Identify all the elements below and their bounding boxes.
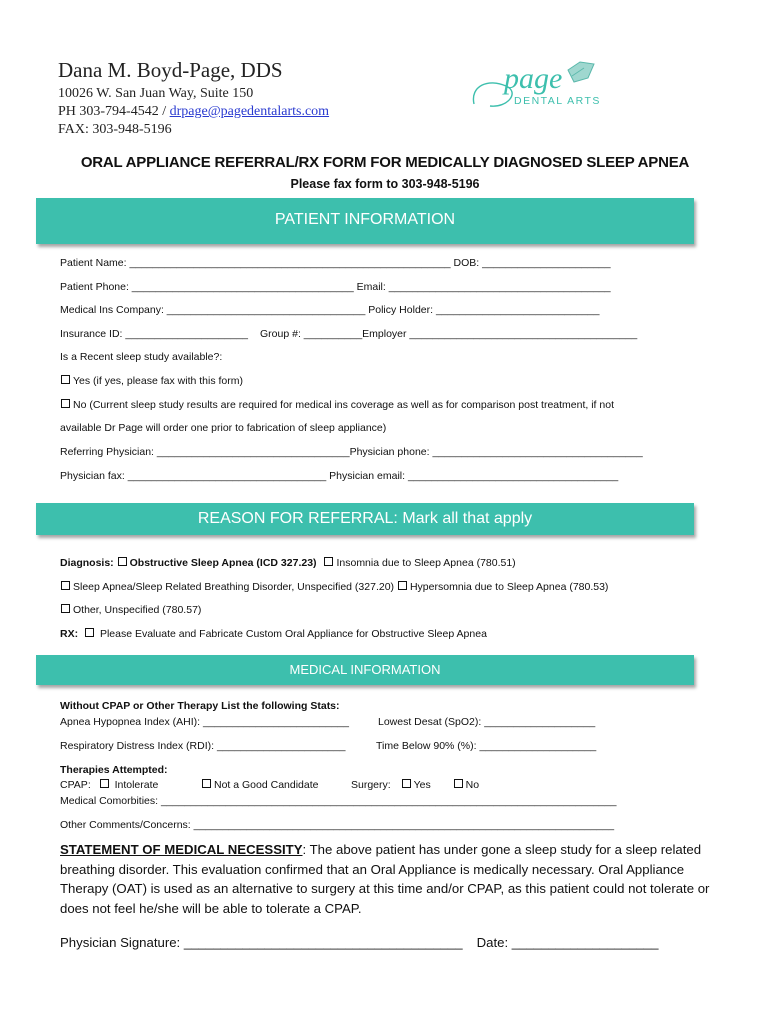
diagnosis-row-3: [60, 604, 201, 616]
section-header-reason: REASON FOR REFERRAL: Mark all that apply: [36, 503, 694, 535]
fax-text: FAX: 303-948-5196: [58, 122, 172, 137]
page-dental-arts-logo: [468, 56, 608, 122]
leaf-icon: [568, 62, 594, 82]
doctor-name: Dana M. Boyd-Page, DDS: [58, 58, 283, 82]
statement-of-necessity: [60, 840, 710, 918]
therapies-heading: Therapies Attempted:: [60, 764, 168, 776]
ahi-field[interactable]: Apnea Hypopnea Index (AHI): _________________________: [60, 716, 349, 728]
checkbox-icon[interactable]: [61, 375, 70, 384]
surgery-yes: Yes: [413, 779, 431, 791]
no-option-label: No (Current sleep study results are required for medical ins coverage as well as for comparison post treatment, if not: [73, 399, 614, 411]
rx-label: RX:: [60, 628, 79, 640]
insurance-id-row[interactable]: [60, 328, 637, 340]
cpap-label: CPAP:: [60, 779, 91, 791]
rdi-field[interactable]: Respiratory Distress Index (RDI): ______________________: [60, 740, 346, 752]
checkbox-icon[interactable]: [402, 779, 411, 788]
checkbox-icon[interactable]: [398, 581, 407, 590]
diagnosis-row-2: [60, 581, 608, 593]
surgery-label: Surgery:: [351, 779, 391, 791]
checkbox-icon[interactable]: [85, 628, 94, 637]
patient-phone-field[interactable]: Patient Phone: ______________________________________ Email: ______________________________________: [60, 281, 611, 293]
physician-signature-field[interactable]: Physician Signature: ______________________________________: [60, 935, 463, 950]
checkbox-icon[interactable]: [61, 604, 70, 613]
patient-name-field[interactable]: Patient Name: _______________________________________________________ DOB: ______________________: [60, 257, 611, 269]
sleep-study-yes[interactable]: [60, 375, 243, 387]
insurance-company-field[interactable]: Medical Ins Company: __________________________________ Policy Holder: ____________________________: [60, 304, 600, 316]
diagnosis-row: [60, 557, 516, 569]
contact-line: [58, 104, 329, 120]
checkbox-icon[interactable]: [61, 581, 70, 590]
rx-text: Please Evaluate and Fabricate Custom Oral Appliance for Obstructive Sleep Apnea: [99, 628, 487, 640]
section-header-patient: PATIENT INFORMATION: [36, 198, 694, 244]
surgery-row: [351, 779, 479, 791]
checkbox-icon[interactable]: [454, 779, 463, 788]
checkbox-icon[interactable]: [324, 557, 333, 566]
signature-row: [60, 935, 658, 950]
diagnosis-label: Diagnosis:: [60, 557, 114, 569]
rx-row: [60, 628, 487, 640]
phone-text: PH 303-794-4542 /: [58, 104, 170, 119]
insomnia-option: Insomnia due to Sleep Apnea (780.51): [336, 557, 516, 569]
yes-option-label: Yes (if yes, please fax with this form): [73, 375, 244, 387]
stats-heading: Without CPAP or Other Therapy List the following Stats:: [60, 700, 340, 712]
referring-physician-field[interactable]: Referring Physician: _________________________________Physician phone: ____________________________________: [60, 446, 643, 458]
practice-address: 10026 W. San Juan Way, Suite 150: [58, 86, 254, 101]
form-title: ORAL APPLIANCE REFERRAL/RX FORM FOR MEDICALLY DIAGNOSED SLEEP APNEA: [80, 154, 690, 171]
checkbox-icon[interactable]: [100, 779, 109, 788]
time-below-90-field[interactable]: Time Below 90% (%): ____________________: [376, 740, 597, 752]
logo-word: page: [504, 62, 563, 95]
sleep-disorder-option: Sleep Apnea/Sleep Related Breathing Disorder, Unspecified (327.20): [73, 581, 395, 593]
statement-body: : The above patient has under gone a sleep study for a sleep related breathing disorder. This evaluation confirmed that an Oral Appliance is medically necessary. Oral Appliance Therapy (OAT) is used as an alternative to surgery at this time and/or CPAP, as this patient could not tolerate or does not feel he/she will be able to tolerate a CPAP.: [60, 842, 710, 916]
checkbox-icon[interactable]: [118, 557, 127, 566]
form-subtitle: Please fax form to 303-948-5196: [290, 177, 480, 191]
group-employer-field[interactable]: Group #: __________Employer _______________________________________: [260, 328, 638, 340]
cpap-row: [60, 779, 158, 791]
hypersomnia-option: Hypersomnia due to Sleep Apnea (780.53): [409, 581, 609, 593]
other-option: Other, Unspecified (780.57): [73, 604, 202, 616]
checkbox-icon[interactable]: [202, 779, 211, 788]
comments-field[interactable]: Other Comments/Concerns: ________________________________________________________________________: [60, 819, 615, 831]
sleep-study-no[interactable]: [60, 399, 614, 411]
surgery-no: No: [465, 779, 480, 791]
statement-heading: STATEMENT OF MEDICAL NECESSITY: [60, 842, 303, 857]
comorbidities-field[interactable]: Medical Comorbities: ______________________________________________________________________________: [60, 795, 617, 807]
logo-tagline: DENTAL ARTS: [514, 95, 601, 107]
not-good-candidate-label: Not a Good Candidate: [214, 779, 319, 791]
sleep-study-question: Is a Recent sleep study available?:: [60, 351, 223, 363]
osa-option: Obstructive Sleep Apnea (ICD 327.23): [129, 557, 317, 569]
section-header-medical: MEDICAL INFORMATION: [36, 655, 694, 685]
email-link[interactable]: drpage@pagedentalarts.com: [169, 104, 330, 119]
physician-fax-field[interactable]: Physician fax: __________________________________ Physician email: ____________________________________: [60, 470, 619, 482]
spo2-field[interactable]: Lowest Desat (SpO2): ___________________: [378, 716, 596, 728]
date-field[interactable]: Date: ____________________: [476, 935, 659, 950]
intolerate-option: Intolerate: [114, 779, 159, 791]
no-option-continued: available Dr Page will order one prior to fabrication of sleep appliance): [60, 422, 387, 434]
insurance-id-field[interactable]: Insurance ID: _____________________: [60, 328, 248, 340]
not-good-candidate: [201, 779, 319, 791]
checkbox-icon[interactable]: [61, 399, 70, 408]
